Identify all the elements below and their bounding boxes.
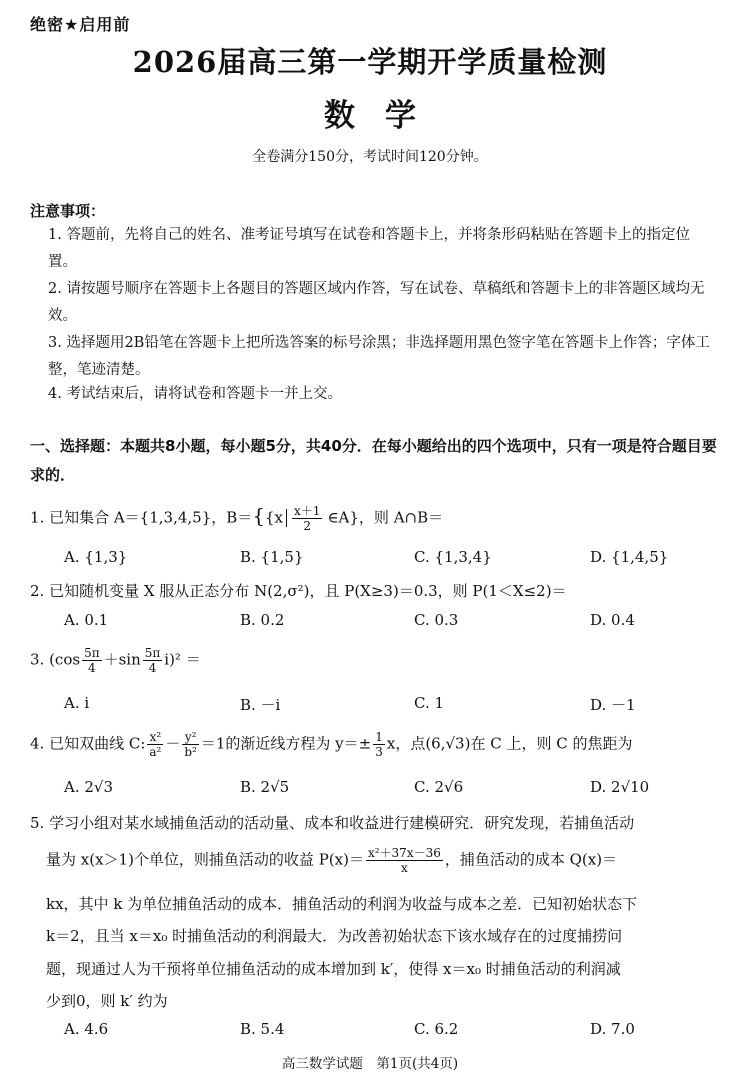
numerator: 5π: [144, 646, 161, 660]
numerator: x²＋37x－36: [367, 846, 441, 860]
denominator: 4: [148, 661, 157, 675]
note-item: 2. 请按题号顺序在答题卡上各题目的答题区域内作答，写在试卷、草稿纸和答题卡上的非答题区域均无效。: [48, 281, 705, 324]
option-a[interactable]: A. 4.6: [64, 1020, 109, 1038]
option-d[interactable]: D. －1: [590, 696, 636, 714]
option-a[interactable]: A. i: [64, 694, 90, 712]
option-c[interactable]: C. 1: [414, 694, 445, 712]
section-heading: 一、选择题：本题共8小题，每小题5分，共40分．在每小题给出的四个选项中，只有一项是符合题目要求的．: [30, 437, 717, 484]
option-d[interactable]: D. 0.4: [590, 611, 635, 629]
denominator: 4: [88, 661, 96, 675]
option-a[interactable]: A. {1,3}: [64, 548, 128, 566]
notes-heading: 注意事项：: [30, 202, 106, 220]
option-c[interactable]: C. 0.3: [414, 611, 459, 629]
option-d[interactable]: D. 2√10: [590, 778, 650, 796]
fraction: [292, 504, 322, 533]
note-item: 4. 考试结束后，请将试卷和答题卡一并上交。: [48, 386, 342, 402]
option-b[interactable]: B. 5.4: [240, 1020, 285, 1038]
option-b[interactable]: B. {1,5}: [240, 548, 304, 566]
q5-stem-part: 量为 x(x＞1)个单位，则捕鱼活动的收益 P(x)＝: [46, 850, 364, 869]
q5-stem-part: ，捕鱼活动的成本 Q(x)＝: [444, 850, 618, 869]
numerator: 5π: [84, 646, 100, 660]
question-4-stem: 4. 已知双曲线 C: $\frac{\text{x²}}{\text{a²}}$ － $\frac{\text{y²}}{\text{b²}}$ ＝1的渐近线方程为 y＝± $\frac{1}{3}$ x，点(6,√3)在 C 上，则 C 的焦距为: [30, 730, 633, 759]
numerator: x＋1: [294, 504, 321, 518]
option-b[interactable]: B. －i: [240, 696, 281, 714]
note-item: 3. 选择题用2B铅笔在答题卡上把所选答案的标号涂黑；非选择题用黑色签字笔在答题卡上作答；字体工整，笔迹清楚。: [48, 335, 710, 378]
question-5-line: 题，现通过人为干预将单位捕鱼活动的成本增加到 k′，使得 x＝x₀ 时捕鱼活动的利润减: [46, 960, 621, 978]
denominator: b²: [184, 745, 197, 759]
q3-stem-part: ＋sin: [103, 650, 141, 669]
option-c[interactable]: C. 6.2: [414, 1020, 459, 1038]
option-a[interactable]: A. 0.1: [64, 611, 109, 629]
question-5-line: 少到0，则 k′ 约为: [46, 992, 168, 1010]
subject-title: 数学: [324, 98, 446, 134]
q4-stem-part: x，点(6,√3)在 C 上，则 C 的焦距为: [386, 734, 633, 753]
note-item: 1. 答题前，先将自己的姓名、准考证号填写在试卷和答题卡上，并将条形码粘贴在答题卡上的指定位置。: [48, 227, 690, 270]
denominator: a²: [149, 745, 162, 759]
option-b[interactable]: B. 2√5: [240, 778, 290, 796]
denominator: 2: [303, 519, 312, 533]
question-2-stem: 2. 已知随机变量 X 服从正态分布 N(2,σ²)，且 P(X≥3)＝0.3，则 P(1＜X≤2)＝: [30, 582, 567, 600]
question-5-line: 5. 学习小组对某水域捕鱼活动的活动量、成本和收益进行建模研究．研究发现，若捕鱼活动: [30, 814, 635, 832]
page-footer: 高三数学试题 第1页(共4页): [281, 1056, 459, 1072]
option-d[interactable]: D. 7.0: [590, 1020, 635, 1038]
fraction: [373, 730, 385, 759]
question-1-stem: [30, 504, 720, 533]
fraction: [182, 730, 199, 759]
numerator: 1: [375, 730, 383, 744]
denominator: x: [401, 861, 408, 875]
q4-stem-part: ＝1的渐近线方程为 y＝±: [200, 734, 372, 753]
fraction: [82, 646, 102, 675]
option-d[interactable]: D. {1,4,5}: [590, 548, 669, 566]
fraction: [147, 730, 163, 759]
denominator: 3: [375, 745, 383, 759]
numerator: y²: [182, 730, 199, 745]
question-5-line: kx，其中 k 为单位捕鱼活动的成本．捕鱼活动的利润为收益与成本之差．已知初始状态下: [46, 895, 638, 913]
q4-stem-part: 4. 已知双曲线 C:: [30, 734, 146, 753]
set-b-expression: {: [252, 503, 266, 528]
q3-stem-part: 3. (cos: [30, 650, 81, 669]
score-info: 全卷满分150分，考试时间120分钟。: [252, 149, 488, 165]
q1-stem-part: 1. 已知集合 A＝{1,3,4,5}，B＝: [30, 508, 253, 527]
option-c[interactable]: C. 2√6: [414, 778, 464, 796]
set-b-suffix: ∈A}: [327, 508, 359, 527]
numerator: x²: [147, 730, 163, 745]
question-5-line: [46, 846, 736, 875]
option-c[interactable]: C. {1,3,4}: [414, 548, 492, 566]
option-a[interactable]: A. 2√3: [64, 778, 114, 796]
q1-stem-part: ，则 A∩B＝: [358, 508, 444, 527]
exam-title: 2026届高三第一学期开学质量检测: [132, 45, 608, 79]
set-b-prefix: {x: [265, 508, 284, 527]
question-5-line: k＝2，且当 x＝x₀ 时捕鱼活动的利润最大．为改善初始状态下该水域存在的过度捕捞问: [46, 927, 623, 945]
q3-stem-part: i)² ＝: [164, 650, 201, 669]
fraction: [143, 646, 163, 675]
fraction: [366, 846, 443, 875]
confidential-label: 绝密★启用前: [30, 15, 131, 34]
option-b[interactable]: B. 0.2: [240, 611, 285, 629]
question-3-stem: [30, 646, 720, 675]
